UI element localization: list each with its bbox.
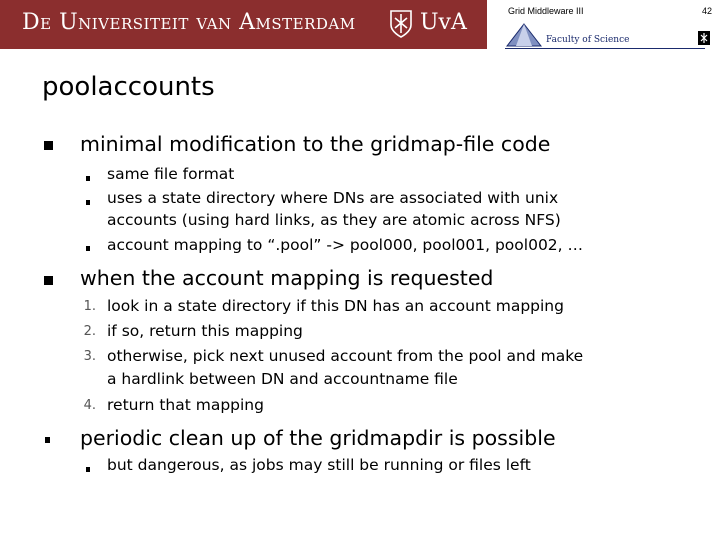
step-text: if so, return this mapping (107, 322, 303, 340)
square-bullet (44, 141, 53, 150)
faculty-name: Faculty of Science (546, 35, 630, 45)
course-title: Grid Middleware III (508, 6, 584, 16)
step-number: 3. (83, 349, 96, 364)
sub-bullet-text: account mapping to “.pool” -> pool000, pool001, pool002, … (107, 236, 584, 254)
step-text: look in a state directory if this DN has an account mapping (107, 297, 564, 315)
sub-bullet-text: uses a state directory where DNs are associated with unix (107, 189, 559, 207)
bullet-text: periodic clean up of the gridmapdir is possible (80, 426, 556, 450)
step-text: a hardlink between DN and accountname file (107, 370, 458, 388)
sub-bullet-text: but dangerous, as jobs may still be running or files left (107, 456, 531, 474)
step-number: 4. (83, 398, 96, 413)
sub-bullet (86, 176, 90, 181)
step-number: 2. (83, 324, 96, 339)
small-square-bullet (45, 437, 50, 443)
sub-bullet-text: accounts (using hard links, as they are atomic across NFS) (107, 211, 561, 229)
step-number: 1. (83, 299, 96, 314)
bullet-text: when the account mapping is requested (80, 266, 494, 290)
step-text: otherwise, pick next unused account from the pool and make (107, 347, 584, 365)
sub-bullet (86, 467, 90, 472)
page-number: 42 (701, 6, 712, 16)
university-name: De Universiteit van Amsterdam (22, 10, 356, 35)
uva-short-name: UvA (420, 10, 467, 35)
sub-bullet (86, 246, 90, 251)
step-text: return that mapping (107, 396, 264, 414)
square-bullet (44, 276, 53, 285)
slide-title: poolaccounts (42, 72, 215, 102)
sub-bullet (86, 200, 90, 205)
sub-bullet-text: same file format (107, 165, 235, 183)
bullet-text: minimal modification to the gridmap-file code (80, 132, 551, 156)
